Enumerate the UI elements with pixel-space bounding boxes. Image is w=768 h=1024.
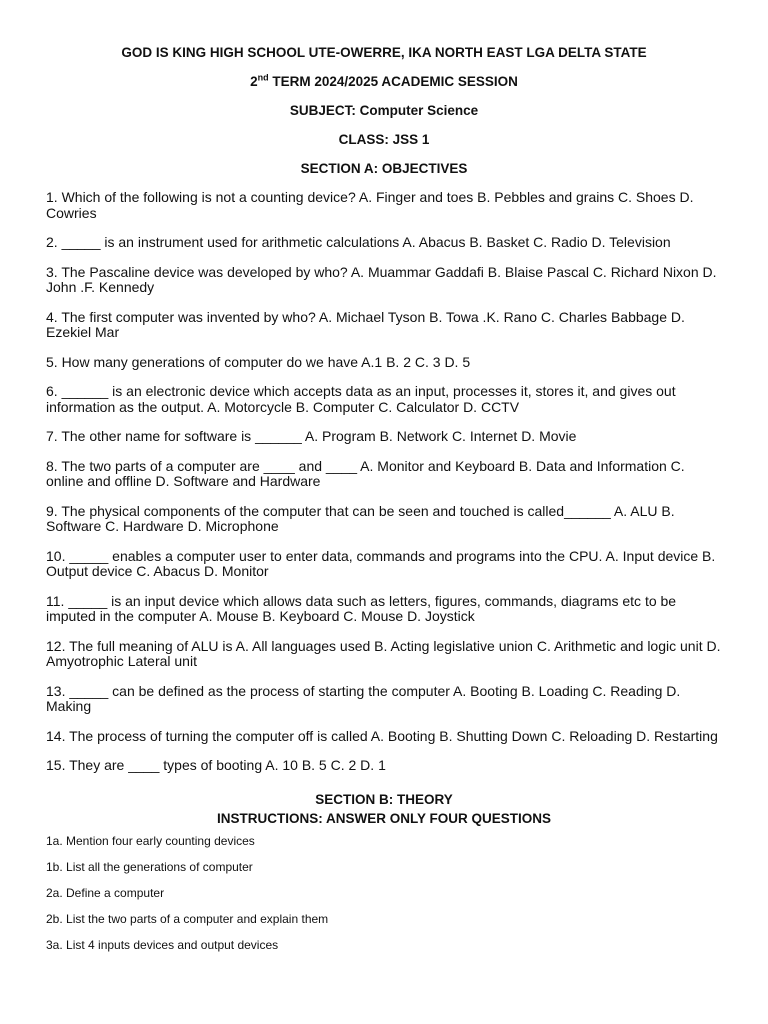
theory-question-1b: 1b. List all the generations of computer — [46, 859, 253, 874]
term-rest: TERM 2024/2025 ACADEMIC SESSION — [268, 74, 518, 89]
objective-question-14: 14. The process of turning the computer off is called A. Booting B. Shutting Down C. Reloading D. Restarting — [46, 727, 718, 744]
objective-question-8: 8. The two parts of a computer are ____ and ____ A. Monitor and Keyboard B. Data and Information C. online and offline D. Software and Hardware — [46, 457, 685, 489]
objective-question-7: 7. The other name for software is ______ A. Program B. Network C. Internet D. Movie — [46, 428, 577, 444]
subject-heading: SUBJECT: Computer Science — [289, 103, 479, 118]
section-b-instructions: INSTRUCTIONS: ANSWER ONLY FOUR QUESTIONS — [216, 810, 552, 826]
theory-question-2a: 2a. Define a computer — [46, 885, 165, 900]
objective-question-12: 12. The full meaning of ALU is A. All languages used B. Acting legislative union C. Arithmetic and logic unit D. Amyotrophic Lateral unit — [46, 637, 721, 669]
theory-question-3a: 3a. List 4 inputs devices and output devices — [46, 937, 279, 952]
objective-question-5: 5. How many generations of computer do we have A.1 B. 2 C. 3 D. 5 — [46, 353, 471, 370]
theory-question-1a: 1a. Mention four early counting devices — [46, 833, 255, 848]
section-a-heading: SECTION A: OBJECTIVES — [300, 161, 468, 176]
objective-question-4: 4. The first computer was invented by who? A. Michael Tyson B. Towa .K. Rano C. Charles Babbage D. Ezekiel Mar — [46, 308, 685, 340]
objective-question-2: 2. _____ is an instrument used for arithmetic calculations A. Abacus B. Basket C. Radio D. Television — [46, 234, 671, 250]
objective-question-1: 1. Which of the following is not a counting device? A. Finger and toes B. Pebbles and grains C. Shoes D. Cowries — [46, 189, 694, 221]
objective-question-13: 13. _____ can be defined as the process of starting the computer A. Booting B. Loading C. Reading D. Making — [46, 682, 681, 714]
theory-list — [46, 834, 722, 952]
objective-question-10: 10. _____ enables a computer user to enter data, commands and programs into the CPU. A. Input device B. Output device C. Abacus D. Monitor — [46, 547, 716, 579]
theory-question-2b: 2b. List the two parts of a computer and explain them — [46, 911, 329, 926]
term-suffix: nd — [257, 72, 269, 83]
objective-question-3: 3. The Pascaline device was developed by who? A. Muammar Gaddafi B. Blaise Pascal C. Richard Nixon D. John .F. Kennedy — [46, 263, 717, 295]
exam-document — [46, 44, 722, 964]
term-number: 2 — [250, 74, 258, 89]
objective-question-9: 9. The physical components of the computer that can be seen and touched is called______ A. ALU B. Software C. Hardware D. Microphone — [46, 502, 675, 534]
term-heading — [46, 73, 722, 91]
objective-question-15: 15. They are ____ types of booting A. 10 B. 5 C. 2 D. 1 — [46, 757, 386, 773]
school-heading: GOD IS KING HIGH SCHOOL UTE-OWERRE, IKA NORTH EAST LGA DELTA STATE — [121, 45, 647, 60]
objective-question-11: 11. _____ is an input device which allows data such as letters, figures, commands, diagrams etc to be imputed in the computer A. Mouse B. Keyboard C. Mouse D. Joystick — [46, 592, 677, 624]
section-b-heading: SECTION B: THEORY — [315, 791, 453, 807]
objectives-list — [46, 190, 722, 774]
class-heading: CLASS: JSS 1 — [338, 132, 430, 147]
objective-question-6: 6. ______ is an electronic device which accepts data as an input, processes it, stores it, and gives out information as the output. A. Motorcycle B. Computer C. Calculator D. CCTV — [46, 383, 676, 415]
